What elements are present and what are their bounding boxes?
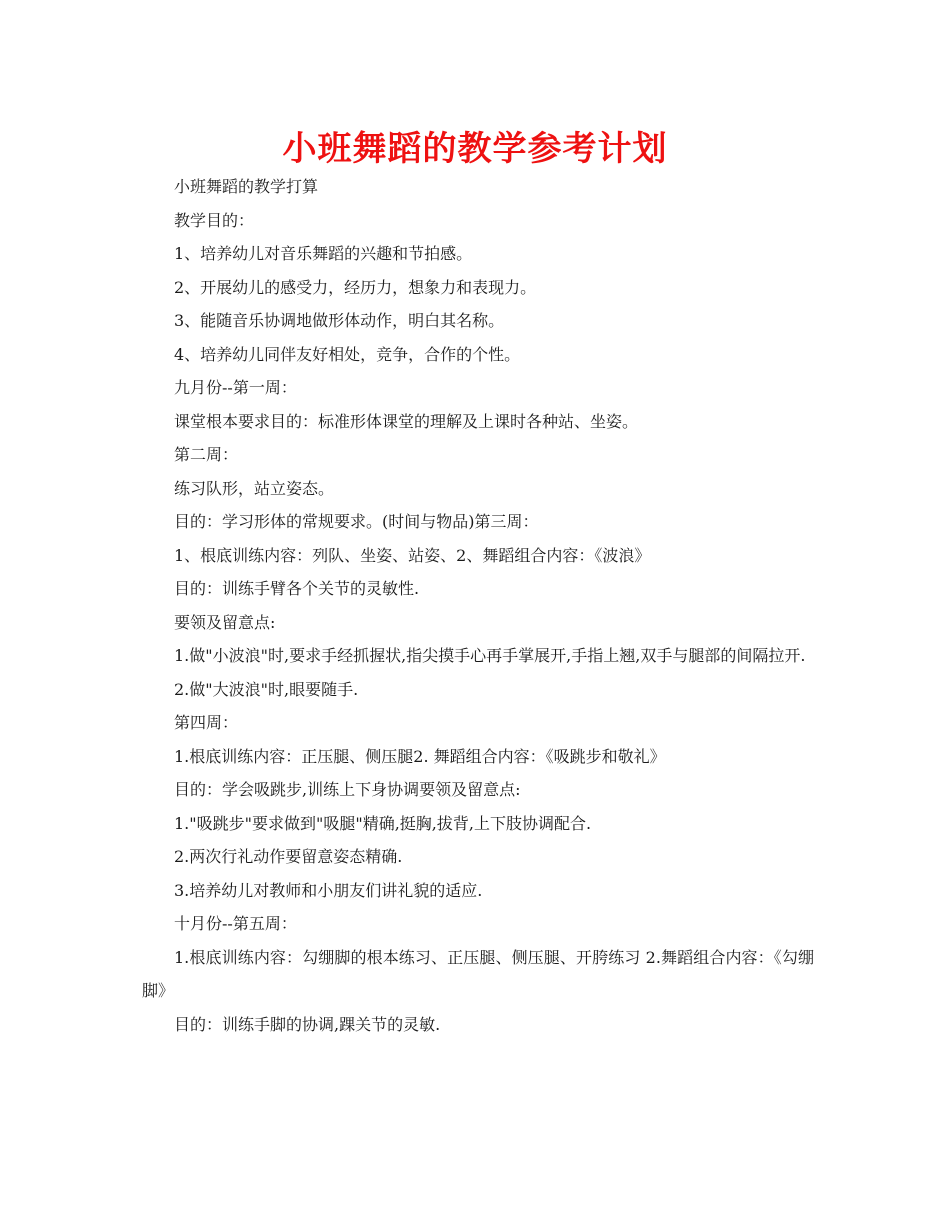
paragraph: 1.做"小波浪"时,要求手经抓握状,指尖摸手心再手掌展开,手指上翘,双手与腿部的间隔拉开. <box>174 646 806 665</box>
paragraph: 课堂根本要求目的：标准形体课堂的理解及上课时各种站、坐姿。 <box>174 411 639 431</box>
paragraph: 练习队形，站立姿态。 <box>174 478 335 498</box>
paragraph: 2.做"大波浪"时,眼要随手. <box>174 679 359 699</box>
paragraph: 目的：训练手脚的协调,踝关节的灵敏. <box>174 1014 441 1034</box>
paragraph: 第四周： <box>174 713 239 732</box>
document-title: 小班舞蹈的教学参考计划 <box>282 129 668 169</box>
paragraph: 1."吸跳步"要求做到"吸腿"精确,挺胸,拔背,上下肢协调配合. <box>174 813 592 833</box>
paragraph: 小班舞蹈的教学打算 <box>174 177 319 196</box>
paragraph: 3.培养幼儿对教师和小朋友们讲礼貌的适应. <box>174 880 483 900</box>
paragraph: 目的：训练手臂各个关节的灵敏性. <box>174 579 420 598</box>
paragraph: 目的：学会吸跳步,训练上下身协调要领及留意点: <box>174 780 521 799</box>
paragraph: 十月份--第五周： <box>174 914 297 933</box>
paragraph: 2、开展幼儿的感受力，经历力，想象力和表现力。 <box>174 277 537 297</box>
document-body <box>142 170 814 1041</box>
paragraph: 教学目的： <box>174 210 255 230</box>
paragraph: 目的：学习形体的常规要求。(时间与物品)第三周： <box>174 512 539 531</box>
paragraph: 2.两次行礼动作要留意姿态精确. <box>174 847 403 866</box>
paragraph: 1.根底训练内容：正压腿、侧压腿2. 舞蹈组合内容：《吸跳步和敬礼》 <box>174 746 666 766</box>
paragraph: 要领及留意点: <box>174 612 276 632</box>
paragraph: 第二周： <box>174 445 239 464</box>
paragraph: 1、根底训练内容：列队、坐姿、站姿、2、舞蹈组合内容：《波浪》 <box>174 545 651 565</box>
paragraph: 4、培养幼儿同伴友好相处，竞争，合作的个性。 <box>174 344 521 364</box>
paragraph: 九月份--第一周： <box>174 378 297 397</box>
paragraph: 1、培养幼儿对音乐舞蹈的兴趣和节拍感。 <box>174 244 473 263</box>
paragraph: 1.根底训练内容：勾绷脚的根本练习、正压腿、侧压腿、开胯练习 2.舞蹈组合内容：《勾绷脚》 <box>142 947 814 1000</box>
paragraph: 3、能随音乐协调地做形体动作，明白其名称。 <box>174 311 505 330</box>
